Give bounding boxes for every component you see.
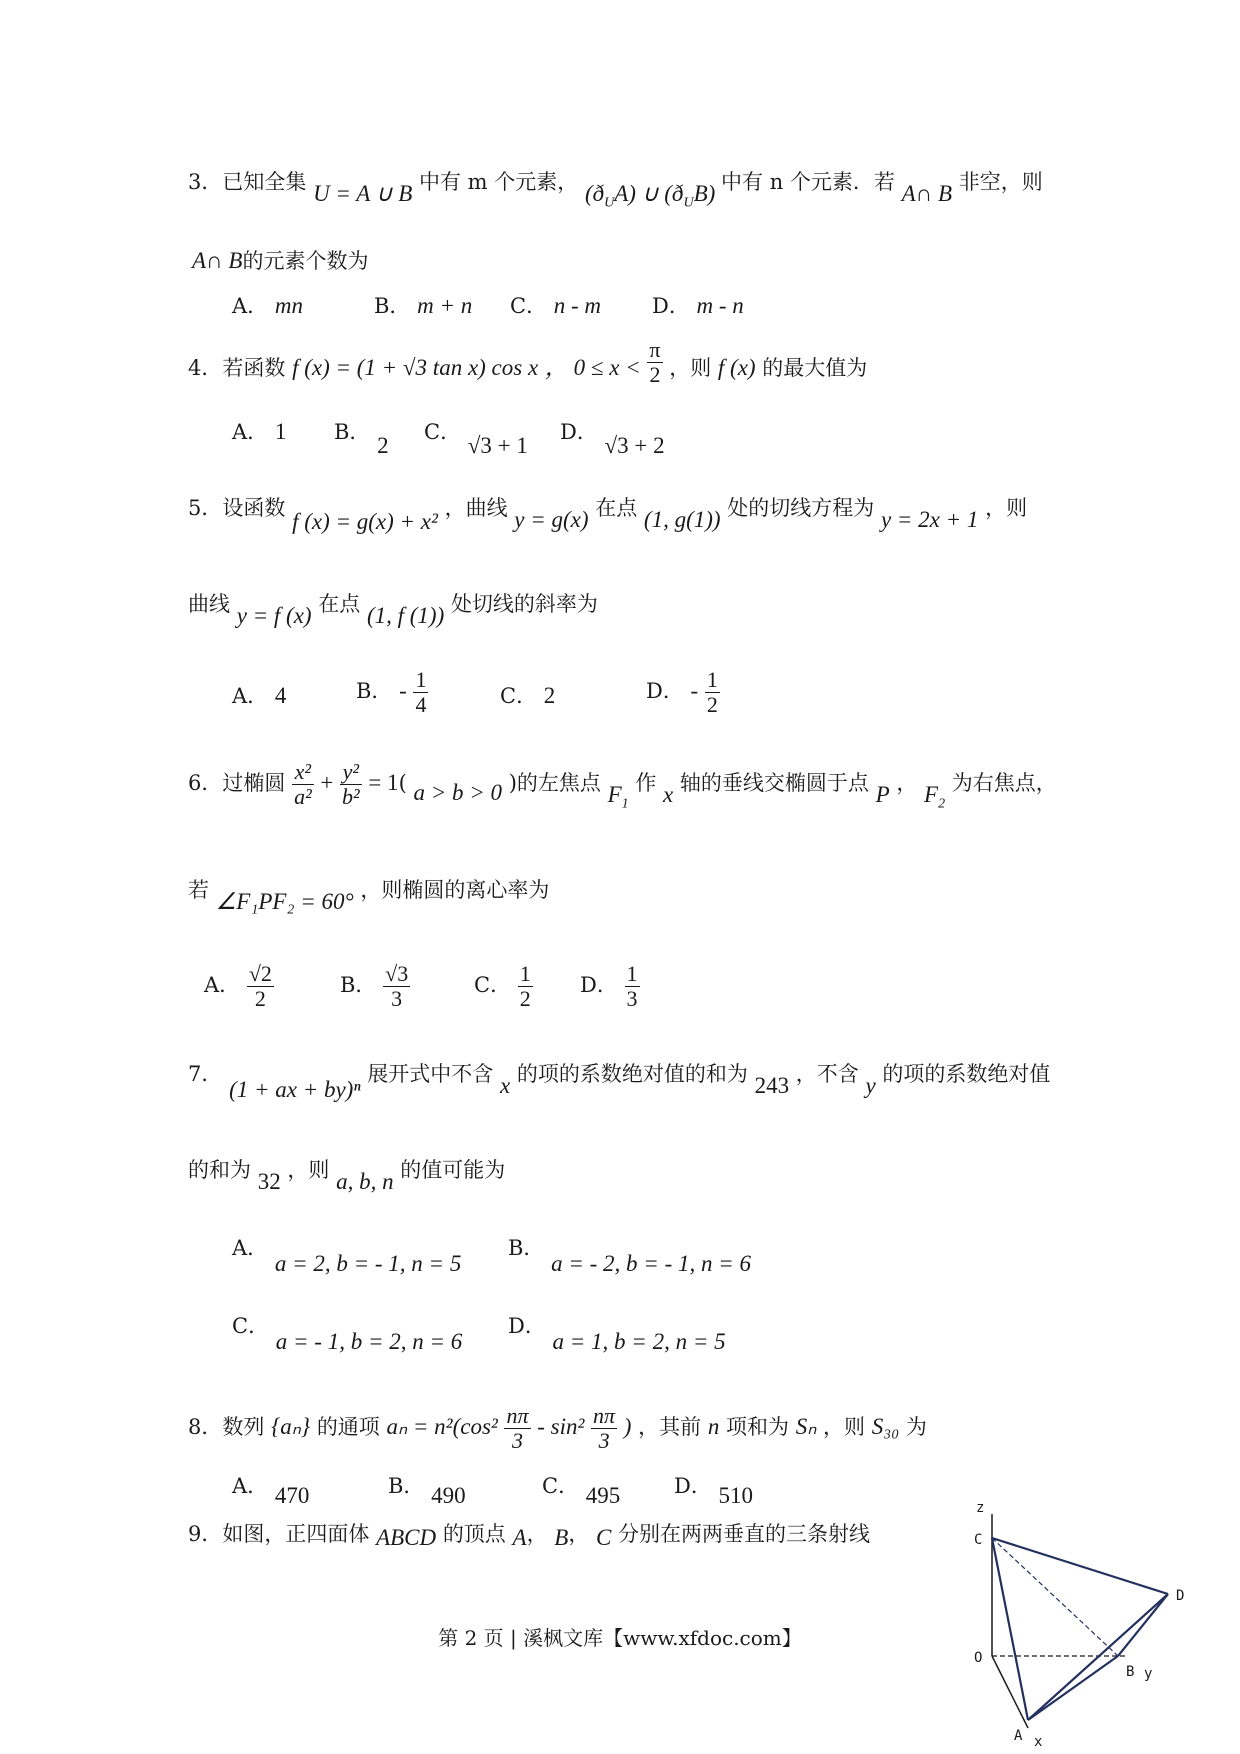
q3-line1 <box>188 168 1043 211</box>
q7-stem: 7． <box>188 1062 223 1086</box>
q9-B: B <box>554 1525 569 1550</box>
q5-expr2: y = g(x) <box>514 507 589 532</box>
q6-F2: $F_2$ <box>924 782 946 812</box>
q6-angle: ∠F₁PF₂ = 60° <box>215 889 354 914</box>
q4-expr: f (x) = (1 + √3 tan x) cos x <box>292 355 539 381</box>
label-z: z <box>976 1500 985 1516</box>
q7-option-c: C． a = - 1, b = 2, n = 6 <box>232 1314 463 1354</box>
q8-S30: S₃₀ <box>871 1414 900 1440</box>
q6-option-b: B． $\frac{√3}{3}$ <box>340 961 409 1012</box>
q4-fx: f (x) <box>717 355 756 381</box>
q6-t1: )的左焦点 <box>508 771 601 796</box>
label-x: x <box>1034 1734 1043 1746</box>
q7-option-a: A． a = 2, b = - 1, n = 5 <box>232 1236 462 1276</box>
label-D: D <box>1176 1588 1185 1604</box>
q9-abcd: ABCD <box>376 1525 437 1550</box>
q4-pi-over-2: $\frac{\pi}{2}$ <box>649 337 661 388</box>
edge-CD <box>992 1538 1168 1594</box>
q5-l2expr1: y = f (x) <box>236 603 312 628</box>
q6-l2b: ，则椭圆的离心率为 <box>360 878 550 902</box>
q7-option-b: B． a = - 2, b = - 1, n = 6 <box>508 1236 752 1276</box>
q8-t3: 项和为 <box>726 1415 789 1440</box>
q3-stem-a: 3．已知全集 <box>188 170 307 194</box>
q6-l2a: 若 <box>188 878 209 902</box>
q5-t4: ，则 <box>985 496 1028 520</box>
q8-npi-over-3-a: $\frac{n\pi}{3}$ <box>506 1403 529 1454</box>
q7-t1: 展开式中不含 <box>367 1062 494 1086</box>
q8-an: aₙ = n²(cos² <box>386 1414 498 1440</box>
q8-t4: ，则 <box>823 1415 866 1440</box>
q5-t3: 处的切线方程为 <box>727 496 875 520</box>
q3-option-a: A． mn <box>232 293 303 318</box>
q6-eq1: = 1 <box>368 770 399 796</box>
q7-l2b: ，则 <box>287 1158 330 1182</box>
q7-y: y <box>865 1073 876 1098</box>
q4-cond-b: ，则 <box>669 356 712 381</box>
q3-expr-ab: A∩ B <box>901 181 953 206</box>
label-y: y <box>1144 1666 1153 1682</box>
q6-plus: + <box>320 770 334 796</box>
q8-option-b: B． 490 <box>388 1474 466 1508</box>
q8-line1: 8．数列 {aₙ} 的通项 aₙ = n²(cos² $\frac{n\pi}{3}$ - sin² $\frac{n\pi}{3}$ ) ，其前 n 项和为 Sₙ ，则 S₃₀ 为 <box>188 1403 927 1454</box>
q6-F1: $F_1$ <box>607 782 629 812</box>
q6-t2: 作 <box>635 771 657 796</box>
q8-npi-over-3-b: $\frac{n\pi}{3}$ <box>593 1403 616 1454</box>
q5-expr3: (1, g(1)) <box>643 507 721 532</box>
q4-stem: 4．若函数 <box>188 356 286 381</box>
q7-t2: 的项的系数绝对值的和为 <box>516 1062 748 1086</box>
q6-P: P <box>875 782 890 808</box>
q7-line1 <box>188 1060 1051 1102</box>
q8-option-a: A． 470 <box>232 1474 310 1508</box>
label-B: B <box>1126 1664 1135 1680</box>
q6-t5: 为右焦点， <box>951 771 1057 796</box>
q8-t2: ，其前 <box>638 1415 702 1440</box>
q4-line1 <box>188 337 868 388</box>
edge-AB <box>1028 1656 1118 1720</box>
q5-line2 <box>188 590 598 628</box>
q8-Sn: Sₙ <box>795 1414 817 1440</box>
q6-t4: ， <box>896 771 918 796</box>
q7-option-d: D． a = 1, b = 2, n = 5 <box>508 1314 726 1354</box>
q7-243: 243 <box>754 1073 790 1098</box>
q7-abn: a, b, n <box>336 1169 394 1194</box>
q7-expr: (1 + ax + by)ⁿ <box>229 1077 361 1102</box>
q9-C: C <box>596 1525 612 1550</box>
q7-l2a: 的和为 <box>188 1158 251 1182</box>
q4-cond: ， 0 ≤ x < <box>544 355 641 381</box>
q9-line1: 9．如图，正四面体 ABCD 的顶点 A， B， C 分别在两两垂直的三条射线 <box>188 1522 871 1550</box>
q7-32: 32 <box>257 1169 281 1194</box>
q3-stem-b: 中有 m 个元素， <box>418 170 579 194</box>
q9-A: A <box>512 1525 527 1550</box>
q3-option-d: D． m - n <box>652 293 744 318</box>
q3-line2-text: 的元素个数为 <box>242 249 369 273</box>
q3-expr-u: U = A ∪ B <box>313 181 413 206</box>
q9-t2: 分别在两两垂直的三条射线 <box>618 1522 871 1546</box>
q6-option-a: A． $\frac{√2}{2}$ <box>204 961 272 1012</box>
q6-xaxis: x <box>663 782 674 808</box>
q5-l2c: 处切线的斜率为 <box>450 592 598 616</box>
q5-t1: ，曲线 <box>444 496 508 520</box>
q6-t3: 轴的垂线交椭圆于点 <box>679 771 869 796</box>
q8-mid: - sin² <box>537 1414 585 1440</box>
q6-option-d: D． $\frac{1}{3}$ <box>580 961 638 1012</box>
q8-t5: 为 <box>905 1415 927 1440</box>
q4-option-c: C． √3 + 1 <box>424 420 528 458</box>
q7-t4: 的项的系数绝对值 <box>882 1062 1051 1086</box>
q5-l2a: 曲线 <box>188 592 230 616</box>
q4-option-d: D． √3 + 2 <box>560 420 665 458</box>
q8-n: n <box>707 1414 720 1440</box>
label-O: O <box>974 1650 983 1666</box>
q5-expr4: y = 2x + 1 <box>880 507 979 532</box>
q3-stem-d: 非空，则 <box>958 170 1043 194</box>
q9-t1: 的顶点 <box>442 1522 506 1546</box>
label-C: C <box>974 1532 983 1548</box>
edge-AD <box>1028 1594 1168 1720</box>
q3-complement-expr: $(ð_UA)$ ∪ $(ð_UB)$ <box>584 181 716 211</box>
q5-option-c: C． 2 <box>500 683 556 708</box>
q5-l2expr2: (1, f (1)) <box>366 603 445 628</box>
q7-x: x <box>499 1073 511 1098</box>
q8-seq: {aₙ} <box>271 1414 311 1440</box>
q3-line2 <box>192 247 368 275</box>
q5-option-a: A． 4 <box>232 683 287 708</box>
label-A: A <box>1014 1728 1023 1744</box>
q7-l2c: 的值可能为 <box>400 1158 506 1182</box>
q6-option-c: C． $\frac{1}{2}$ <box>474 961 531 1012</box>
q6-line1: 6．过椭圆 $\frac{\text{x²}}{\text{a²}}$ + $\frac{\text{y²}}{\text{b²}}$ = 1( a > b > 0 )的左焦点 $F_1$ 作 x 轴的垂线交椭圆于点 P ， $F_2$ 为右焦点， <box>188 759 1057 812</box>
q3-line2-expr: A∩ B <box>192 248 243 273</box>
tetrahedron-figure <box>970 1496 1210 1746</box>
q8-option-d: D． 510 <box>674 1474 754 1508</box>
q8-stem: 8．数列 <box>188 1415 265 1440</box>
q6-x2-over-a2: $\frac{\text{x²}}{\text{a²}}$ <box>294 759 312 810</box>
q7-line2 <box>188 1156 506 1194</box>
q4-option-a: A． 1 <box>232 419 287 444</box>
q8-option-c: C． 495 <box>542 1474 621 1508</box>
page-footer: 第 2 页 | 溪枫文库【www.xfdoc.com】 <box>438 1626 802 1650</box>
q5-stem: 5．设函数 <box>188 496 286 520</box>
q5-option-d: D． - $\frac{1}{2}$ <box>646 667 718 718</box>
q5-option-b: B． - $\frac{1}{4}$ <box>356 667 427 718</box>
q3-stem-c: 中有 n 个元素．若 <box>721 170 895 194</box>
q6-cond: a > b > 0 <box>413 780 502 806</box>
q3-option-c: C． n - m <box>510 293 602 318</box>
q3-option-b: B． m + n <box>374 293 473 318</box>
q8-t1: 的通项 <box>316 1415 380 1440</box>
q5-line1 <box>188 494 1028 534</box>
q6-y2-over-b2: $\frac{\text{y²}}{\text{b²}}$ <box>342 759 360 810</box>
q5-t2: 在点 <box>595 496 638 520</box>
q4-option-b: B． 2 <box>334 420 389 458</box>
q6-stem: 6．过椭圆 <box>188 771 286 796</box>
q7-t3: ，不含 <box>795 1062 859 1086</box>
q5-l2b: 在点 <box>318 592 361 616</box>
q4-tail: 的最大值为 <box>762 356 868 381</box>
q6-line2 <box>188 876 550 914</box>
q9-stem: 9．如图，正四面体 <box>188 1522 370 1546</box>
q5-expr1: f (x) = g(x) + x² <box>292 509 438 534</box>
